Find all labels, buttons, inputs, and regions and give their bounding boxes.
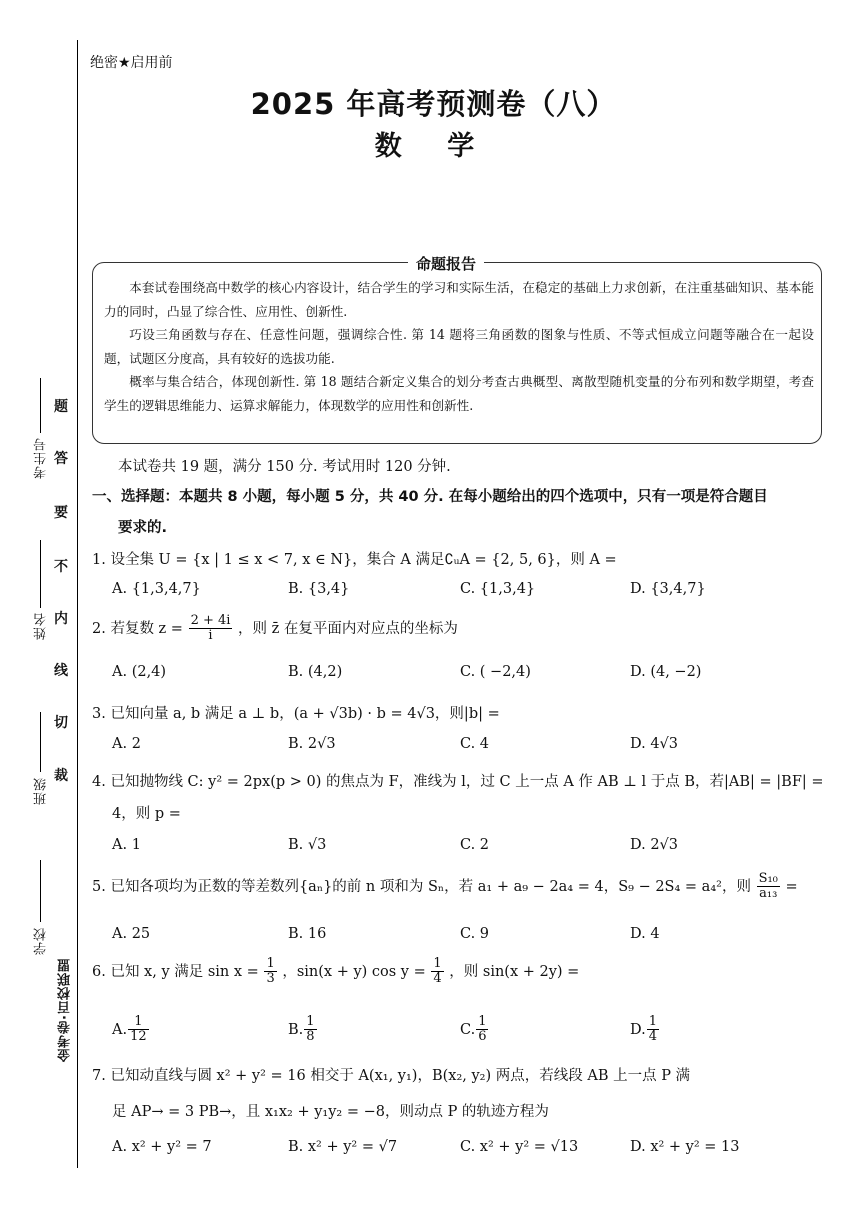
warning-char: 不 <box>54 559 68 575</box>
report-paragraph: 巧设三角函数与存在、任意性问题，强调综合性. 第 14 题将三角函数的图象与性质、不等式恒成立问题等融合在一起设题，试题区分度高，具有较好的选拔功能. <box>104 327 814 366</box>
q3-option-b: B. 2√3 <box>288 736 336 752</box>
q2-option-b: B. (4,2) <box>288 664 343 680</box>
q2-numerator: 2 + 4i <box>190 613 231 628</box>
question-4-stem-cont: 4，则 p = <box>112 806 181 822</box>
q5-stem-b: = <box>785 878 798 895</box>
q6-option-a-den: 12 <box>130 1029 147 1045</box>
q5-denominator: a₁₃ <box>759 886 778 902</box>
q6-option-a-letter: A. <box>112 1021 128 1038</box>
warning-char: 裁 <box>54 768 68 784</box>
q6-option-d-letter: D. <box>630 1021 646 1038</box>
q6-option-a <box>112 1015 150 1045</box>
q6-fraction-1 <box>264 957 276 987</box>
q6-fraction-2 <box>431 957 443 987</box>
name-label: 姓名 <box>34 612 49 640</box>
exam-intro: 本试卷共 19 题，满分 150 分. 考试用时 120 分钟. <box>118 459 451 475</box>
q6-num-2: 1 <box>433 956 442 971</box>
question-7-stem-cont: 足 AP→ = 3 PB→，且 x₁x₂ + y₁y₂ = −8，则动点 P 的轨迹方程为 <box>112 1104 549 1120</box>
question-6-stem <box>92 957 579 987</box>
q2-option-c: C. ( −2,4) <box>460 664 531 680</box>
question-4-stem: 4. 已知抛物线 C: y² = 2px(p > 0) 的焦点为 F，准线为 l，过 C 上一点 A 作 AB ⊥ l 于点 B，若|AB| = |BF| = <box>92 774 824 790</box>
q6-option-b-num: 1 <box>306 1014 315 1029</box>
q6-option-c-num: 1 <box>478 1014 487 1029</box>
school-label: 学校 <box>34 927 49 955</box>
q6-stem-b: ，sin(x + y) cos y = <box>282 963 426 980</box>
q4-option-d: D. 2√3 <box>630 837 679 853</box>
exam-no-label: 考生号 <box>34 437 49 479</box>
q3-option-d: D. 4√3 <box>630 736 679 752</box>
class-label: 班级 <box>34 777 49 805</box>
exam-no-blank <box>40 378 41 433</box>
q2-fraction <box>189 614 233 644</box>
section-heading: 一、选择题：本题共 8 小题，每小题 5 分，共 40 分. 在每小题给出的四个选项中，只有一项是符合题目 <box>92 489 768 505</box>
q2-option-a: A. (2,4) <box>112 664 167 680</box>
q5-fraction <box>757 872 780 902</box>
q6-den-2: 4 <box>433 971 442 987</box>
warning-char: 答 <box>54 451 68 467</box>
q6-num-1: 1 <box>266 956 275 971</box>
q1-option-a: A. {1,3,4,7} <box>112 581 201 597</box>
q6-option-c <box>460 1015 489 1045</box>
q4-option-c: C. 2 <box>460 837 490 853</box>
q5-numerator: S₁₀ <box>758 871 778 886</box>
report-body <box>104 276 814 417</box>
subject-title: 数 学 <box>374 131 493 162</box>
report-paragraph: 本套试卷围绕高中数学的核心内容设计，结合学生的学习和实际生活，在稳定的基础上力求创新，在注重基础知识、基本能力的同时，凸显了综合性、应用性、创新性. <box>104 280 814 319</box>
q3-option-a: A. 2 <box>112 736 141 752</box>
q5-option-b: B. 16 <box>288 926 327 942</box>
q7-option-a: A. x² + y² = 7 <box>112 1139 212 1155</box>
q7-option-b: B. x² + y² = √7 <box>288 1139 398 1155</box>
q4-option-a: A. 1 <box>112 837 141 853</box>
q5-option-a: A. 25 <box>112 926 151 942</box>
q6-option-b-frac <box>304 1015 316 1045</box>
q6-option-d-frac <box>647 1015 659 1045</box>
q5-option-c: C. 9 <box>460 926 490 942</box>
question-2-stem <box>92 614 458 644</box>
page-title: 2025 年高考预测卷（八） <box>250 87 617 121</box>
q1-option-d: D. {3,4,7} <box>630 581 706 597</box>
q5-stem-a: 5. 已知各项均为正数的等差数列{aₙ}的前 n 项和为 Sₙ，若 a₁ + a₉ − 2a₄ = 4，S₉ − 2S₄ = a₄²，则 <box>92 878 751 895</box>
q6-option-c-letter: C. <box>460 1021 476 1038</box>
q6-option-a-frac <box>128 1015 149 1045</box>
section-heading-cont: 要求的. <box>118 520 168 536</box>
q6-option-b-letter: B. <box>288 1021 304 1038</box>
question-7-stem: 7. 已知动直线与圆 x² + y² = 16 相交于 A(x₁, y₁)，B(x₂, y₂) 两点，若线段 AB 上一点 P 满 <box>92 1068 691 1084</box>
q2-stem-a: 2. 若复数 z = <box>92 620 183 637</box>
q6-option-c-frac <box>476 1015 488 1045</box>
class-blank <box>40 712 41 772</box>
q1-option-b: B. {3,4} <box>288 581 350 597</box>
warning-char: 内 <box>54 611 68 627</box>
report-paragraph: 概率与集合结合，体现创新性. 第 18 题结合新定义集合的划分考查古典概型、离散型随机变量的分布列和数学期望，考查学生的逻辑思维能力、运算求解能力，体现数学的应用性和创新性. <box>104 374 814 413</box>
q3-option-c: C. 4 <box>460 736 490 752</box>
q2-stem-b: ，则 z̄ 在复平面内对应点的坐标为 <box>238 620 458 637</box>
q6-stem-c: ，则 sin(x + 2y) = <box>449 963 580 980</box>
name-blank <box>40 540 41 608</box>
q6-option-b-den: 8 <box>306 1029 315 1045</box>
question-3-stem: 3. 已知向量 a, b 满足 a ⊥ b，(a + √3b) · b = 4√3，则|b| = <box>92 706 500 722</box>
school-blank <box>40 860 41 922</box>
q1-option-c: C. {1,3,4} <box>460 581 536 597</box>
warning-char: 题 <box>54 399 68 415</box>
q6-option-d <box>630 1015 660 1045</box>
q4-option-b: B. √3 <box>288 837 327 853</box>
report-title: 命题报告 <box>408 253 484 274</box>
warning-char: 要 <box>54 505 68 521</box>
q7-option-c: C. x² + y² = √13 <box>460 1139 579 1155</box>
warning-char: 切 <box>54 715 68 731</box>
q6-den-1: 3 <box>266 971 275 987</box>
q5-option-d: D. 4 <box>630 926 660 942</box>
q2-denominator: i <box>208 628 213 644</box>
q6-stem-a: 6. 已知 x, y 满足 sin x = <box>92 963 259 980</box>
brand-label: 金考卷·百校联盟 <box>58 958 73 1062</box>
question-1-stem: 1. 设全集 U = {x | 1 ≤ x < 7, x ∈ N}，集合 A 满足∁ᵤA = {2, 5, 6}，则 A = <box>92 552 617 568</box>
q6-option-d-num: 1 <box>648 1014 657 1029</box>
question-5-stem <box>92 872 798 902</box>
confidential-mark: 绝密★启用前 <box>90 55 173 71</box>
q6-option-d-den: 4 <box>648 1029 657 1045</box>
q7-option-d: D. x² + y² = 13 <box>630 1139 740 1155</box>
warning-char: 线 <box>54 663 68 679</box>
q2-option-d: D. (4, −2) <box>630 664 702 680</box>
q6-option-b <box>288 1015 318 1045</box>
q6-option-a-num: 1 <box>128 1015 149 1030</box>
q6-option-c-den: 6 <box>478 1029 487 1045</box>
